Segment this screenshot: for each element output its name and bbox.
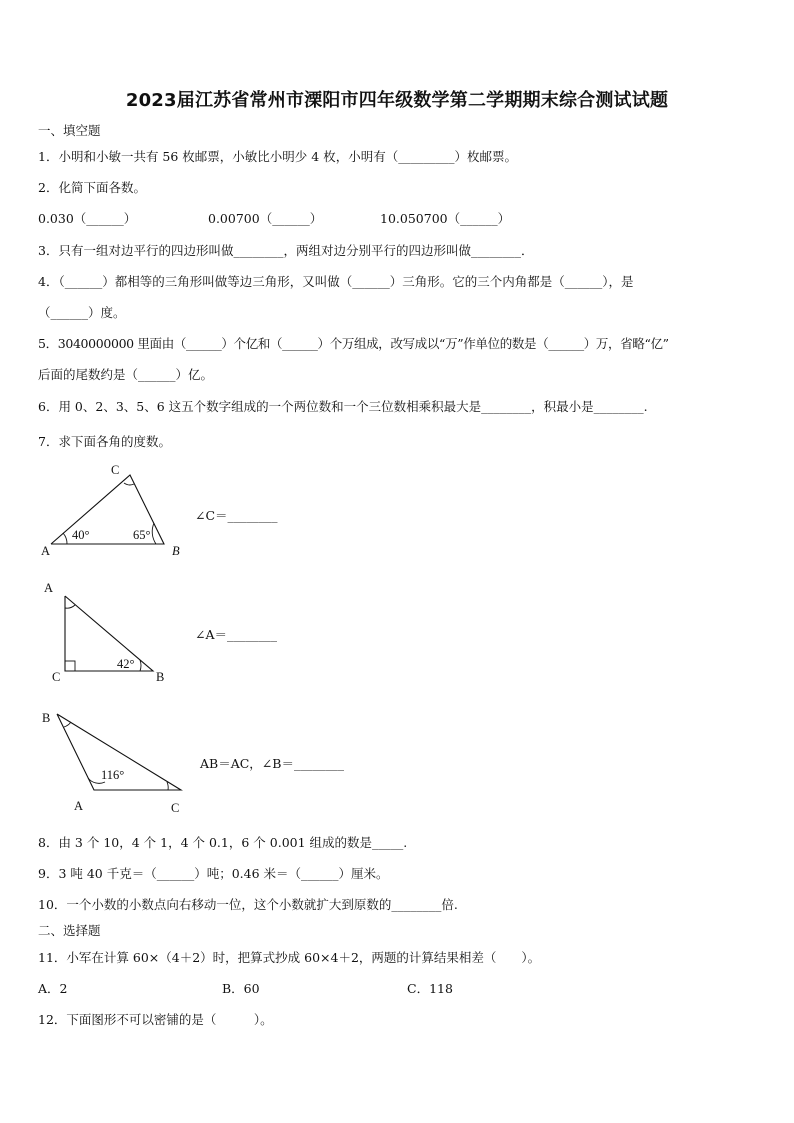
triangle-1-label-a: A [41,544,51,558]
triangle-3-label-b: B [42,711,51,725]
triangle-2-label-b: B [156,670,165,684]
question-1: 1．小明和小敏一共有 56 枚邮票，小敏比小明少 4 枚，小明有（_________）枚邮票。 [38,149,517,164]
question-8: 8．由 3 个 10，4 个 1，4 个 0.1，6 个 0.001 组成的数是_____. [38,835,408,850]
question-5-line-2: 后面的尾数约是（______）亿。 [38,367,214,382]
question-2-item-1: 0.030（______） [38,211,137,226]
section-multiple-choice: 二、选择题 [38,923,101,938]
question-10: 10．一个小数的小数点向右移动一位，这个小数就扩大到原数的________倍. [38,897,458,912]
question-11: 11．小军在计算 60×（4＋2）时，把算式抄成 60×4＋2，两题的计算结果相差（ ）。 [38,950,541,965]
question-7: 7．求下面各角的度数。 [38,434,171,449]
triangle-3-question: AB＝AC，∠B＝________ [200,756,344,771]
question-11-option-c: C．118 [407,981,453,996]
page-title: 2023届江苏省常州市溧阳市四年级数学第二学期期末综合测试试题 [125,90,669,111]
triangle-1-label-b: B [172,544,180,558]
question-2-item-2: 0.00700（______） [208,211,323,226]
question-3: 3．只有一组对边平行的四边形叫做________，两组对边分别平行的四边形叫做________． [38,243,534,258]
triangle-3-label-c: C [171,801,180,815]
question-6: 6．用 0、2、3、5、6 这五个数字组成的一个两位数和一个三位数相乘积最大是________，积最小是________. [38,399,648,414]
question-2-item-3: 10.050700（______） [380,211,511,226]
triangle-1-question: ∠C＝________ [195,508,278,523]
triangle-3-angle-a: 116° [101,768,125,782]
triangle-2-label-a: A [44,581,54,595]
question-12: 12．下面图形不可以密铺的是（ ）。 [38,1012,273,1027]
question-11-option-b: B．60 [222,981,260,996]
question-2: 2．化简下面各数。 [38,180,146,195]
question-4-line-1: 4．（______）都相等的三角形叫做等边三角形，又叫做（______）三角形。它的三个内角都是（______），是 [38,274,634,289]
triangle-2-label-c: C [52,670,61,684]
question-9: 9．3 吨 40 千克＝（______）吨；0.46 米＝（______）厘米。 [38,866,389,881]
section-fill-blank: 一、填空题 [38,123,101,138]
question-11-option-a: A．2 [38,981,68,996]
triangle-1-label-c: C [111,463,120,477]
triangle-2-angle-b: 42° [117,657,135,671]
triangle-1-angle-a: 40° [72,528,90,542]
triangle-1-angle-b: 65° [133,528,151,542]
triangle-3-label-a: A [74,799,84,813]
question-4-line-2: （______）度。 [38,305,126,320]
triangle-2-question: ∠A＝________ [195,627,278,642]
question-5-line-1: 5．3040000000 里面由（______）个亿和（______）个万组成，改写成以“万”作单位的数是（______）万，省略“亿” [38,336,669,351]
